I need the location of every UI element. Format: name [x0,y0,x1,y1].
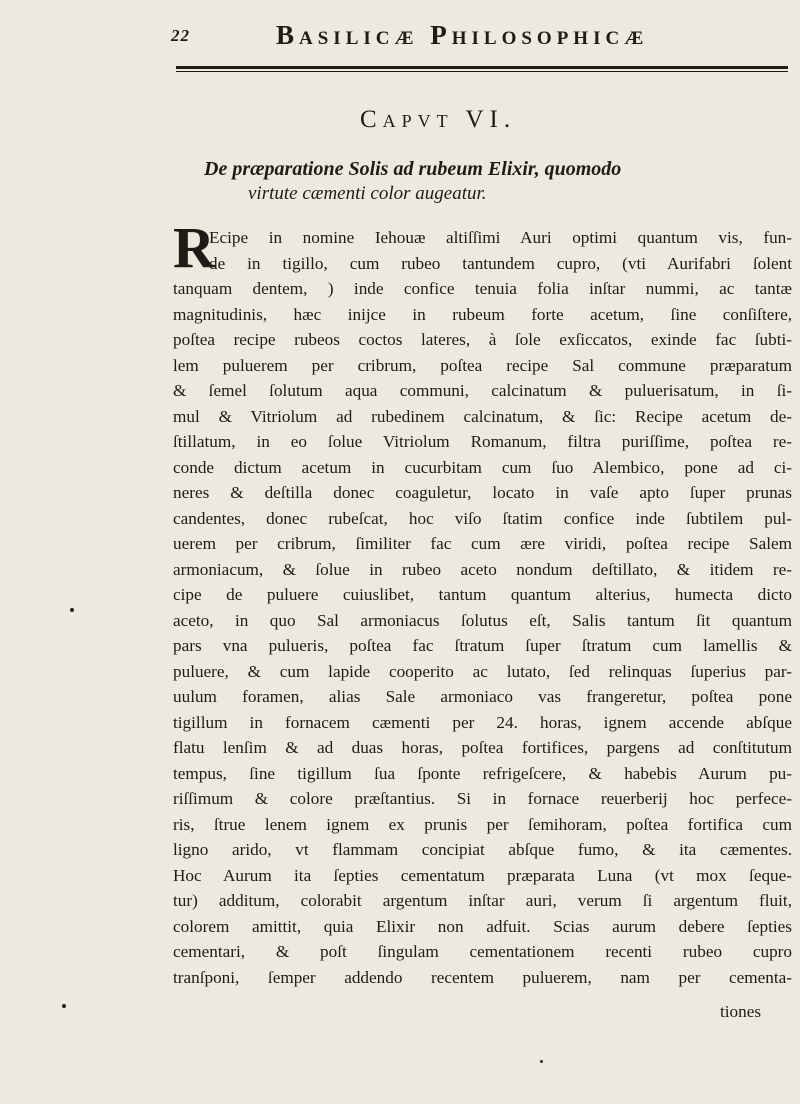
body-line: mul & Vitriolum ad rubedinem calcinatum, & ſic: Recipe acetum de- [173,406,792,426]
header-rule-thick [176,66,788,69]
body-line: ris, ſtrue lenem ignem ex prunis per ſemihoram, poſtea fortifica cum [173,814,792,834]
body-line: uerem per cribrum, ſimiliter fac cum ære viridi, poſtea recipe Salem [173,534,792,553]
body-line: candentes, donec rubeſcat, hoc viſo ſtatim confice inde ſubtilem pul- [173,508,792,528]
drop-capital: R [173,215,215,280]
body-line: puluere, & cum lapide cooperito ac lutato, ſed relinquas ſuperius par- [173,661,792,681]
catchword: tiones [720,1002,762,1021]
body-line: colorem amittit, quia Elixir non adfuit. Scias aurum debere ſepties [173,916,792,936]
body-line: uulum foramen, alias Sale armoniaco vas frangeretur, poſtea pone [173,687,792,706]
body-line: Hoc Aurum ita ſepties cementatum præparata Luna (vt mox ſeque- [173,865,792,885]
body-line: tigillum in fornacem cæmenti per 24. horas, ignem accende abſque [173,712,792,732]
ink-speck [70,608,74,612]
body-line: flatu lenſim & ad duas horas, poſtea fortifices, pargens ad conſtitutum [173,738,792,757]
body-line: Ecipe in nomine Iehouæ altiſſimi Auri optimi quantum vis, fun- [209,228,792,247]
body-line: armoniacum, & ſolue in rubeo aceto nondum deſtillato, & itidem re- [173,559,792,579]
body-line: conde dictum acetum in cucurbitam cum ſuo Alembico, pone ad ci- [173,457,792,477]
running-head: Basilicæ Philosophicæ [276,20,649,50]
body-line: pars vna pulueris, poſtea fac ſtratum ſuper ſtratum cum lamellis & [173,636,792,655]
body-line: aceto, in quo Sal armoniacus ſolutus eſt, Salis tantum ſit quantum [173,610,792,630]
body-line: & ſemel ſolutum aqua communi, calcinatum & puluerisatum, in ſi- [173,381,792,400]
body-line: cipe de puluere cuiuslibet, tantum quantum alterius, humecta dicto [173,585,792,604]
body-line: tur) additum, colorabit argentum inſtar auri, verum ſi argentum fluit, [173,891,792,910]
body-line: cementari, & poſt ſingulam cementationem recenti rubeo cupro [173,942,792,961]
page-number: 22 [171,26,190,45]
body-line: lem puluerem per cribrum, poſtea recipe Sal commune præparatum [173,355,792,375]
header-rule-thin [176,71,788,72]
body-line: ligno arido, vt flammam concipiat abſque fumo, & ita cæmentes. [173,840,792,859]
body-line: riſſimum & colore præſtantius. Si in fornace reuerberij hoc perfece- [173,789,792,808]
chapter-title-line-1: De præparatione Solis ad rubeum Elixir, quomodo [204,158,622,180]
body-line: neres & deſtilla donec coaguletur, locato in vaſe apto ſuper prunas [173,483,792,502]
chapter-heading: Capvt VI. [360,106,517,133]
body-line: tempus, ſine tigillum ſua ſponte refrigeſcere, & habebis Aurum pu- [173,763,792,783]
body-line: ſtillatum, in eo ſolue Vitriolum Romanum, filtra puriſſime, poſtea re- [173,432,792,451]
body-line: tanquam dentem, ) inde confice tenuia folia inſtar nummi, ac tantæ [173,279,792,298]
chapter-title-line-2: virtute cæmenti color augeatur. [248,183,487,204]
ink-speck [540,1060,543,1063]
ink-speck [62,1004,66,1008]
body-line: tranſponi, ſemper addendo recentem puluerem, nam per cementa- [173,967,792,987]
body-line: poſtea recipe rubeos coctos lateres, à ſole exſiccatos, exinde fac ſubti- [173,330,792,349]
body-line: magnitudinis, hæc inijce in rubeum forte acetum, ſine conſiſtere, [173,304,792,324]
body-line: de in tigillo, cum rubeo tantundem cupro, (vti Aurifabri ſolent [209,253,792,273]
